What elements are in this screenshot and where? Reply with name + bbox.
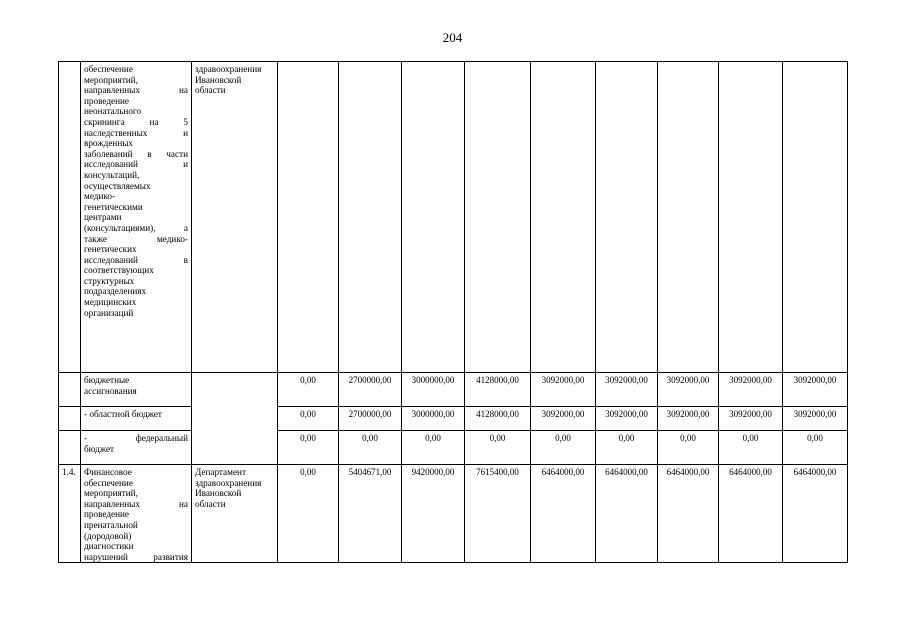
measure-name-line: обеспечение [84, 477, 133, 488]
amount-cell: 4128000,00 [465, 407, 531, 431]
measure-name-line: Финансовое [84, 467, 132, 477]
measure-name-line: наследственных и [84, 127, 188, 138]
executor-line: области [195, 498, 226, 509]
table-row [59, 465, 848, 563]
amount-cell: 0,00 [465, 431, 531, 465]
executor-line: Департамент [195, 467, 246, 477]
measure-name-line: (дородовой) [84, 530, 132, 541]
measure-name-line: нарушений развития [84, 551, 188, 562]
measure-name-line: неонатального [84, 106, 142, 117]
amount-cell: 3092000,00 [783, 407, 848, 431]
executor-cell [192, 465, 278, 563]
measure-name-line: мероприятий, [84, 74, 138, 85]
measure-name-line: структурных [84, 275, 135, 286]
amount-cell: 0,00 [783, 431, 848, 465]
amount-cell: 0,00 [339, 431, 402, 465]
amount-cell: 0,00 [278, 465, 339, 563]
amount-cell: 0,00 [402, 431, 465, 465]
measure-name-line: пренатальной [84, 519, 138, 530]
amount-cell: 6464000,00 [531, 465, 596, 563]
amount-cell: 3000000,00 [402, 373, 465, 407]
amount-cell: 3092000,00 [658, 373, 719, 407]
measure-name-line: бюджет [84, 443, 115, 454]
measure-name-line: генетических [84, 244, 137, 255]
measure-name-line: направленных на [84, 85, 188, 96]
measure-name-line: ассигнования [84, 385, 137, 396]
measure-name-line: скрининга на 5 [84, 116, 188, 127]
measure-name-line: также медико- [84, 233, 188, 244]
amount-cell: 0,00 [278, 431, 339, 465]
amount-cell [339, 62, 402, 373]
budget-table [58, 61, 848, 563]
amount-cell: 3092000,00 [719, 373, 783, 407]
measure-name-line: диагностики [84, 541, 134, 552]
measure-name-line: соответствующих [84, 265, 154, 276]
measure-name-line: организаций [84, 307, 134, 318]
measure-name-line: подразделениях [84, 286, 147, 297]
executor-cell [192, 373, 278, 465]
row-index-cell [59, 373, 81, 407]
measure-name-line: медицинских [84, 297, 137, 308]
table-row [59, 407, 848, 431]
amount-cell: 9420000,00 [402, 465, 465, 563]
amount-cell [531, 62, 596, 373]
measure-name-line: центрами [84, 212, 122, 223]
measure-name-line: проведение [84, 509, 130, 520]
measure-name-line: направленных на [84, 498, 188, 509]
amount-cell: 3092000,00 [596, 373, 658, 407]
row-index-cell [59, 62, 81, 373]
table-row [59, 373, 848, 407]
executor-line: Ивановской [195, 74, 242, 85]
amount-cell: 5404671,00 [339, 465, 402, 563]
measure-name-line: осуществляемых [84, 180, 151, 191]
amount-cell: 0,00 [596, 431, 658, 465]
amount-cell: 3000000,00 [402, 407, 465, 431]
amount-cell: 3092000,00 [658, 407, 719, 431]
row-index-cell [59, 407, 81, 431]
amount-cell [658, 62, 719, 373]
executor-line: здравоохранения [195, 64, 262, 74]
measure-name-line: мероприятий, [84, 488, 138, 499]
row-index-cell [59, 431, 81, 465]
amount-cell: 7615400,00 [465, 465, 531, 563]
measure-name-line: - областной бюджет [84, 409, 162, 419]
measure-name-line: исследований и [84, 159, 188, 170]
amount-cell: 3092000,00 [531, 373, 596, 407]
executor-line: здравоохранения [195, 477, 262, 488]
table-row [59, 431, 848, 465]
amount-cell: 4128000,00 [465, 373, 531, 407]
amount-cell [278, 62, 339, 373]
measure-name-line: заболеваний в части [84, 148, 188, 159]
amount-cell: 6464000,00 [783, 465, 848, 563]
amount-cell: 0,00 [719, 431, 783, 465]
amount-cell: 2700000,00 [339, 407, 402, 431]
measure-name-cell [81, 373, 192, 407]
amount-cell [783, 62, 848, 373]
amount-cell: 0,00 [278, 373, 339, 407]
measure-name-line: бюджетные [84, 375, 130, 385]
amount-cell [402, 62, 465, 373]
amount-cell: 3092000,00 [783, 373, 848, 407]
measure-name-line: обеспечение [84, 64, 133, 74]
amount-cell: 3092000,00 [596, 407, 658, 431]
amount-cell: 2700000,00 [339, 373, 402, 407]
amount-cell: 0,00 [531, 431, 596, 465]
amount-cell: 6464000,00 [719, 465, 783, 563]
measure-name-cell [81, 62, 192, 373]
executor-cell [192, 62, 278, 373]
amount-cell: 0,00 [658, 431, 719, 465]
amount-cell [719, 62, 783, 373]
executor-line: области [195, 85, 226, 96]
measure-name-cell [81, 465, 192, 563]
row-index-cell: 1.4. [59, 465, 81, 563]
measure-name-cell [81, 431, 192, 465]
measure-name-line: - федеральный [84, 433, 188, 443]
measure-name-line: медико- [84, 191, 116, 202]
amount-cell: 0,00 [278, 407, 339, 431]
executor-line: Ивановской [195, 488, 242, 499]
amount-cell: 3092000,00 [531, 407, 596, 431]
measure-name-line: генетическими [84, 201, 143, 212]
measure-name-cell [81, 407, 192, 431]
amount-cell [596, 62, 658, 373]
measure-name-line: врожденных [84, 138, 133, 149]
page-number: 204 [442, 30, 463, 45]
measure-name-line: (консультациями), а [84, 222, 188, 233]
table-row [59, 62, 848, 373]
measure-name-line: исследований в [84, 254, 188, 265]
amount-cell [465, 62, 531, 373]
measure-name-line: проведение [84, 95, 130, 106]
amount-cell: 6464000,00 [658, 465, 719, 563]
amount-cell: 3092000,00 [719, 407, 783, 431]
measure-name-line: консультаций, [84, 169, 140, 180]
amount-cell: 6464000,00 [596, 465, 658, 563]
